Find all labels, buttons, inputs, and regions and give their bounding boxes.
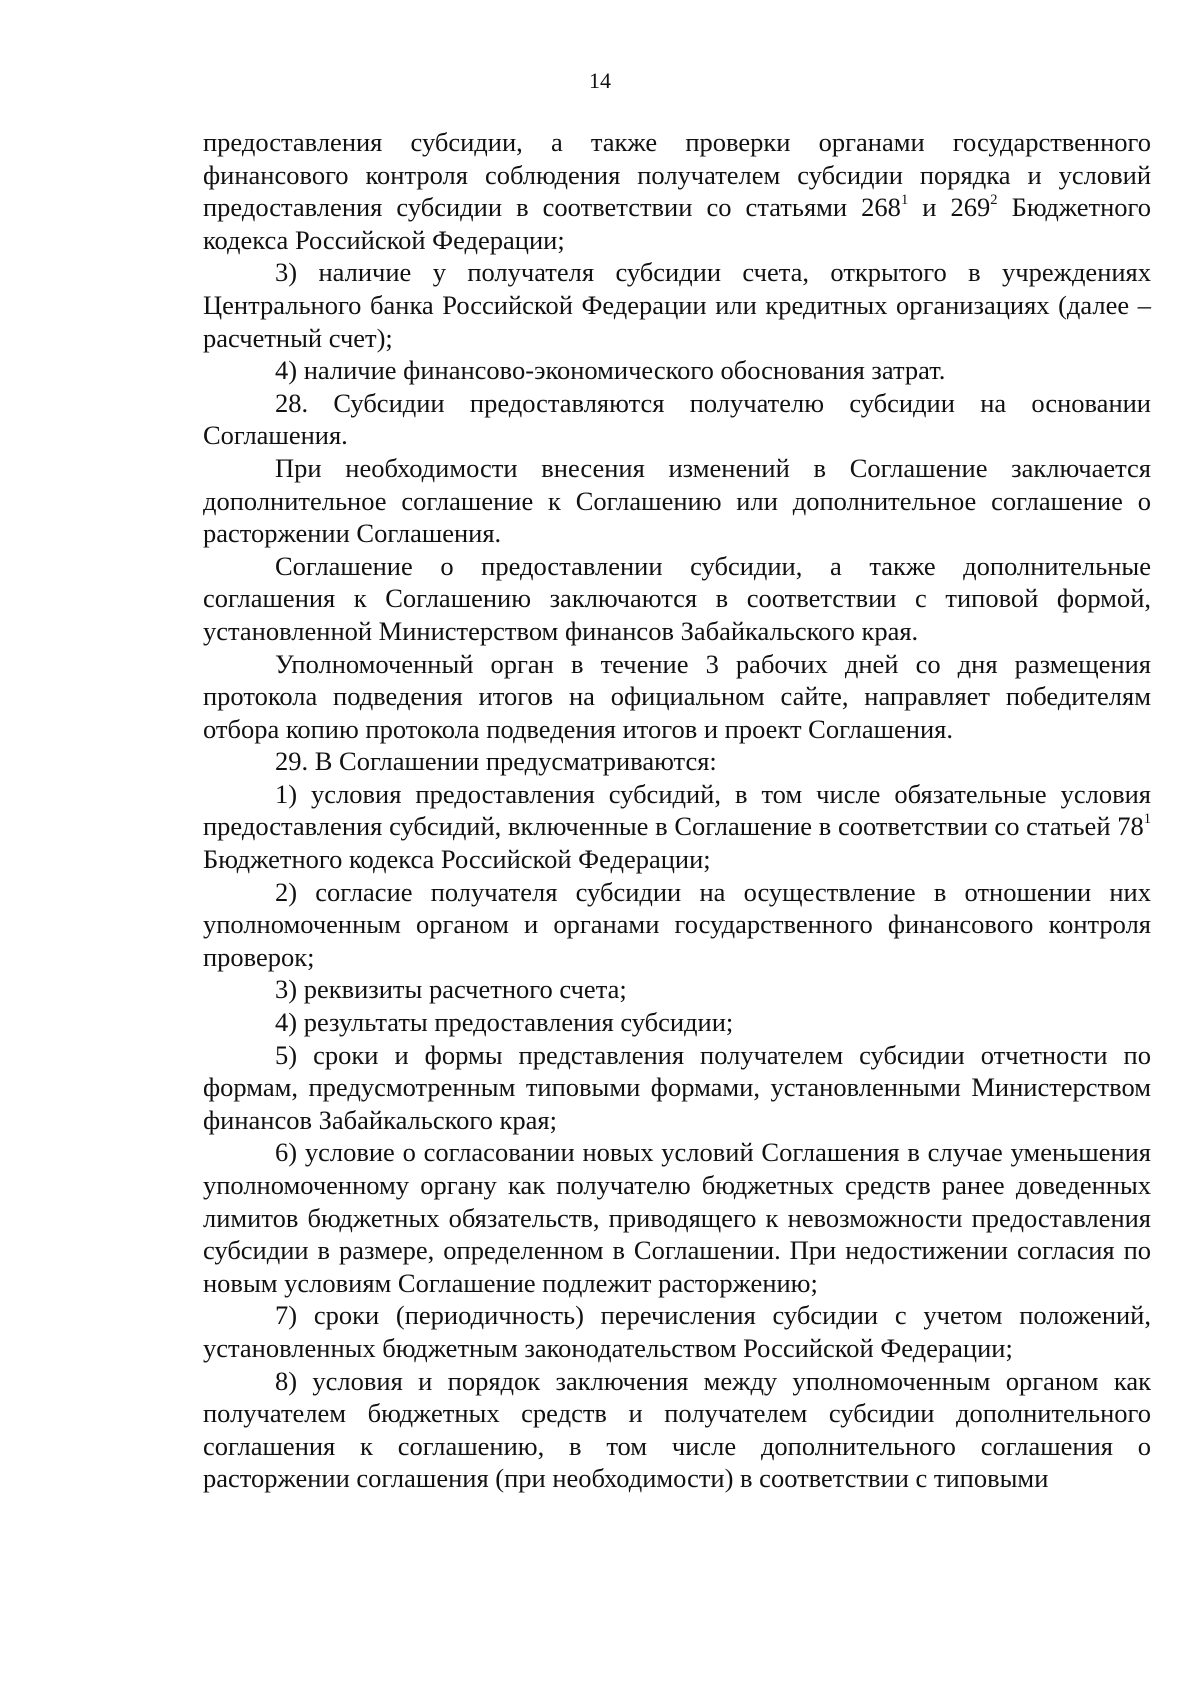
paragraph-text: 4) результаты предоставления субсидии; [275, 1007, 734, 1038]
paragraph-p5 [203, 452, 1151, 550]
paragraph-text: 6) условие о согласовании новых условий Соглашения в случае уменьшения уполномоченному органу как получателю бюджетных средств ранее доведенных лимитов бюджетных обязательств, приводящего к невозможности предоставления субсидии в размере, определенном в Соглашении. При недостижении согласия по новым условиям Соглашение подлежит расторжению; [203, 1137, 1151, 1298]
paragraph-p7 [203, 648, 1151, 746]
paragraph-p1 [203, 126, 1151, 256]
paragraph-text: 28. Субсидии предоставляются получателю субсидии на основании Соглашения. [203, 387, 1151, 451]
paragraph-text: и 269 [908, 192, 991, 223]
paragraph-p4 [203, 387, 1151, 452]
paragraph-text: 8) условия и порядок заключения между уполномоченным органом как получателем бюджетных средств и получателем субсидии дополнительного соглашения к соглашению, в том числе дополнительного соглашения о расторжении соглашения (при необходимости) в соответствии с типовыми [203, 1365, 1151, 1494]
paragraph-text: 2) согласие получателя субсидии на осуществление в отношении них уполномоченным органом и органами государственного финансового контроля проверок; [203, 876, 1151, 972]
superscript: 1 [900, 192, 909, 209]
paragraph-p15 [203, 1299, 1151, 1364]
paragraph-text: предоставления субсидии, а также проверки органами государственного финансового контроля соблюдения получателем субсидии порядка и условий предоставления субсидии в соответствии со статьями 268 [203, 127, 1151, 223]
paragraph-p16 [203, 1365, 1151, 1495]
paragraph-text: Бюджетного кодекса Российской Федерации; [203, 192, 1151, 255]
paragraph-p9 [203, 778, 1151, 876]
paragraph-p11 [203, 973, 1151, 1006]
paragraph-text: Уполномоченный орган в течение 3 рабочих дней со дня размещения протокола подведения итогов на официальном сайте, направляет победителям отбора копию протокола подведения итогов и проект Соглашения. [203, 648, 1151, 744]
paragraph-text: 3) наличие у получателя субсидии счета, открытого в учреждениях Центрального банка Российской Федерации или кредитных организациях (далее – расчетный счет); [203, 257, 1151, 353]
paragraph-p2 [203, 256, 1151, 354]
paragraph-text: Соглашение о предоставлении субсидии, а также дополнительные соглашения к Соглашению заключаются в соответствии с типовой формой, установленной Министерством финансов Забайкальского края. [203, 550, 1151, 646]
paragraph-text: При необходимости внесения изменений в Соглашение заключается дополнительное соглашение к Соглашению или дополнительное соглашение о расторжении Соглашения. [203, 452, 1151, 549]
paragraph-text: Бюджетного кодекса Российской Федерации; [203, 844, 711, 875]
paragraph-text: 3) реквизиты расчетного счета; [275, 974, 627, 1005]
paragraph-text: 5) сроки и формы представления получателем субсидии отчетности по формам, предусмотренным типовыми формами, установленными Министерством финансов Забайкальского края; [203, 1039, 1151, 1135]
paragraph-text: 1) условия предоставления субсидий, в том числе обязательные условия предоставления субсидий, включенные в Соглашение в соответствии со статьей 78 [203, 778, 1151, 842]
superscript: 1 [1143, 811, 1151, 828]
paragraph-p10 [203, 876, 1151, 974]
paragraph-text: 7) сроки (периодичность) перечисления субсидии с учетом положений, установленных бюджетным законодательством Российской Федерации; [203, 1300, 1151, 1363]
page-number: 14 [589, 68, 611, 93]
paragraph-p13 [203, 1039, 1151, 1137]
document-body [203, 126, 1151, 1495]
paragraph-p12 [203, 1006, 1151, 1039]
paragraph-text: 4) наличие финансово-экономического обоснования затрат. [275, 355, 946, 386]
paragraph-p14 [203, 1136, 1151, 1299]
paragraph-text: 29. В Соглашении предусматриваются: [275, 746, 717, 777]
paragraph-p3 [203, 354, 1151, 387]
paragraph-p8 [203, 745, 1151, 778]
paragraph-p6 [203, 550, 1151, 648]
superscript: 2 [990, 192, 998, 209]
